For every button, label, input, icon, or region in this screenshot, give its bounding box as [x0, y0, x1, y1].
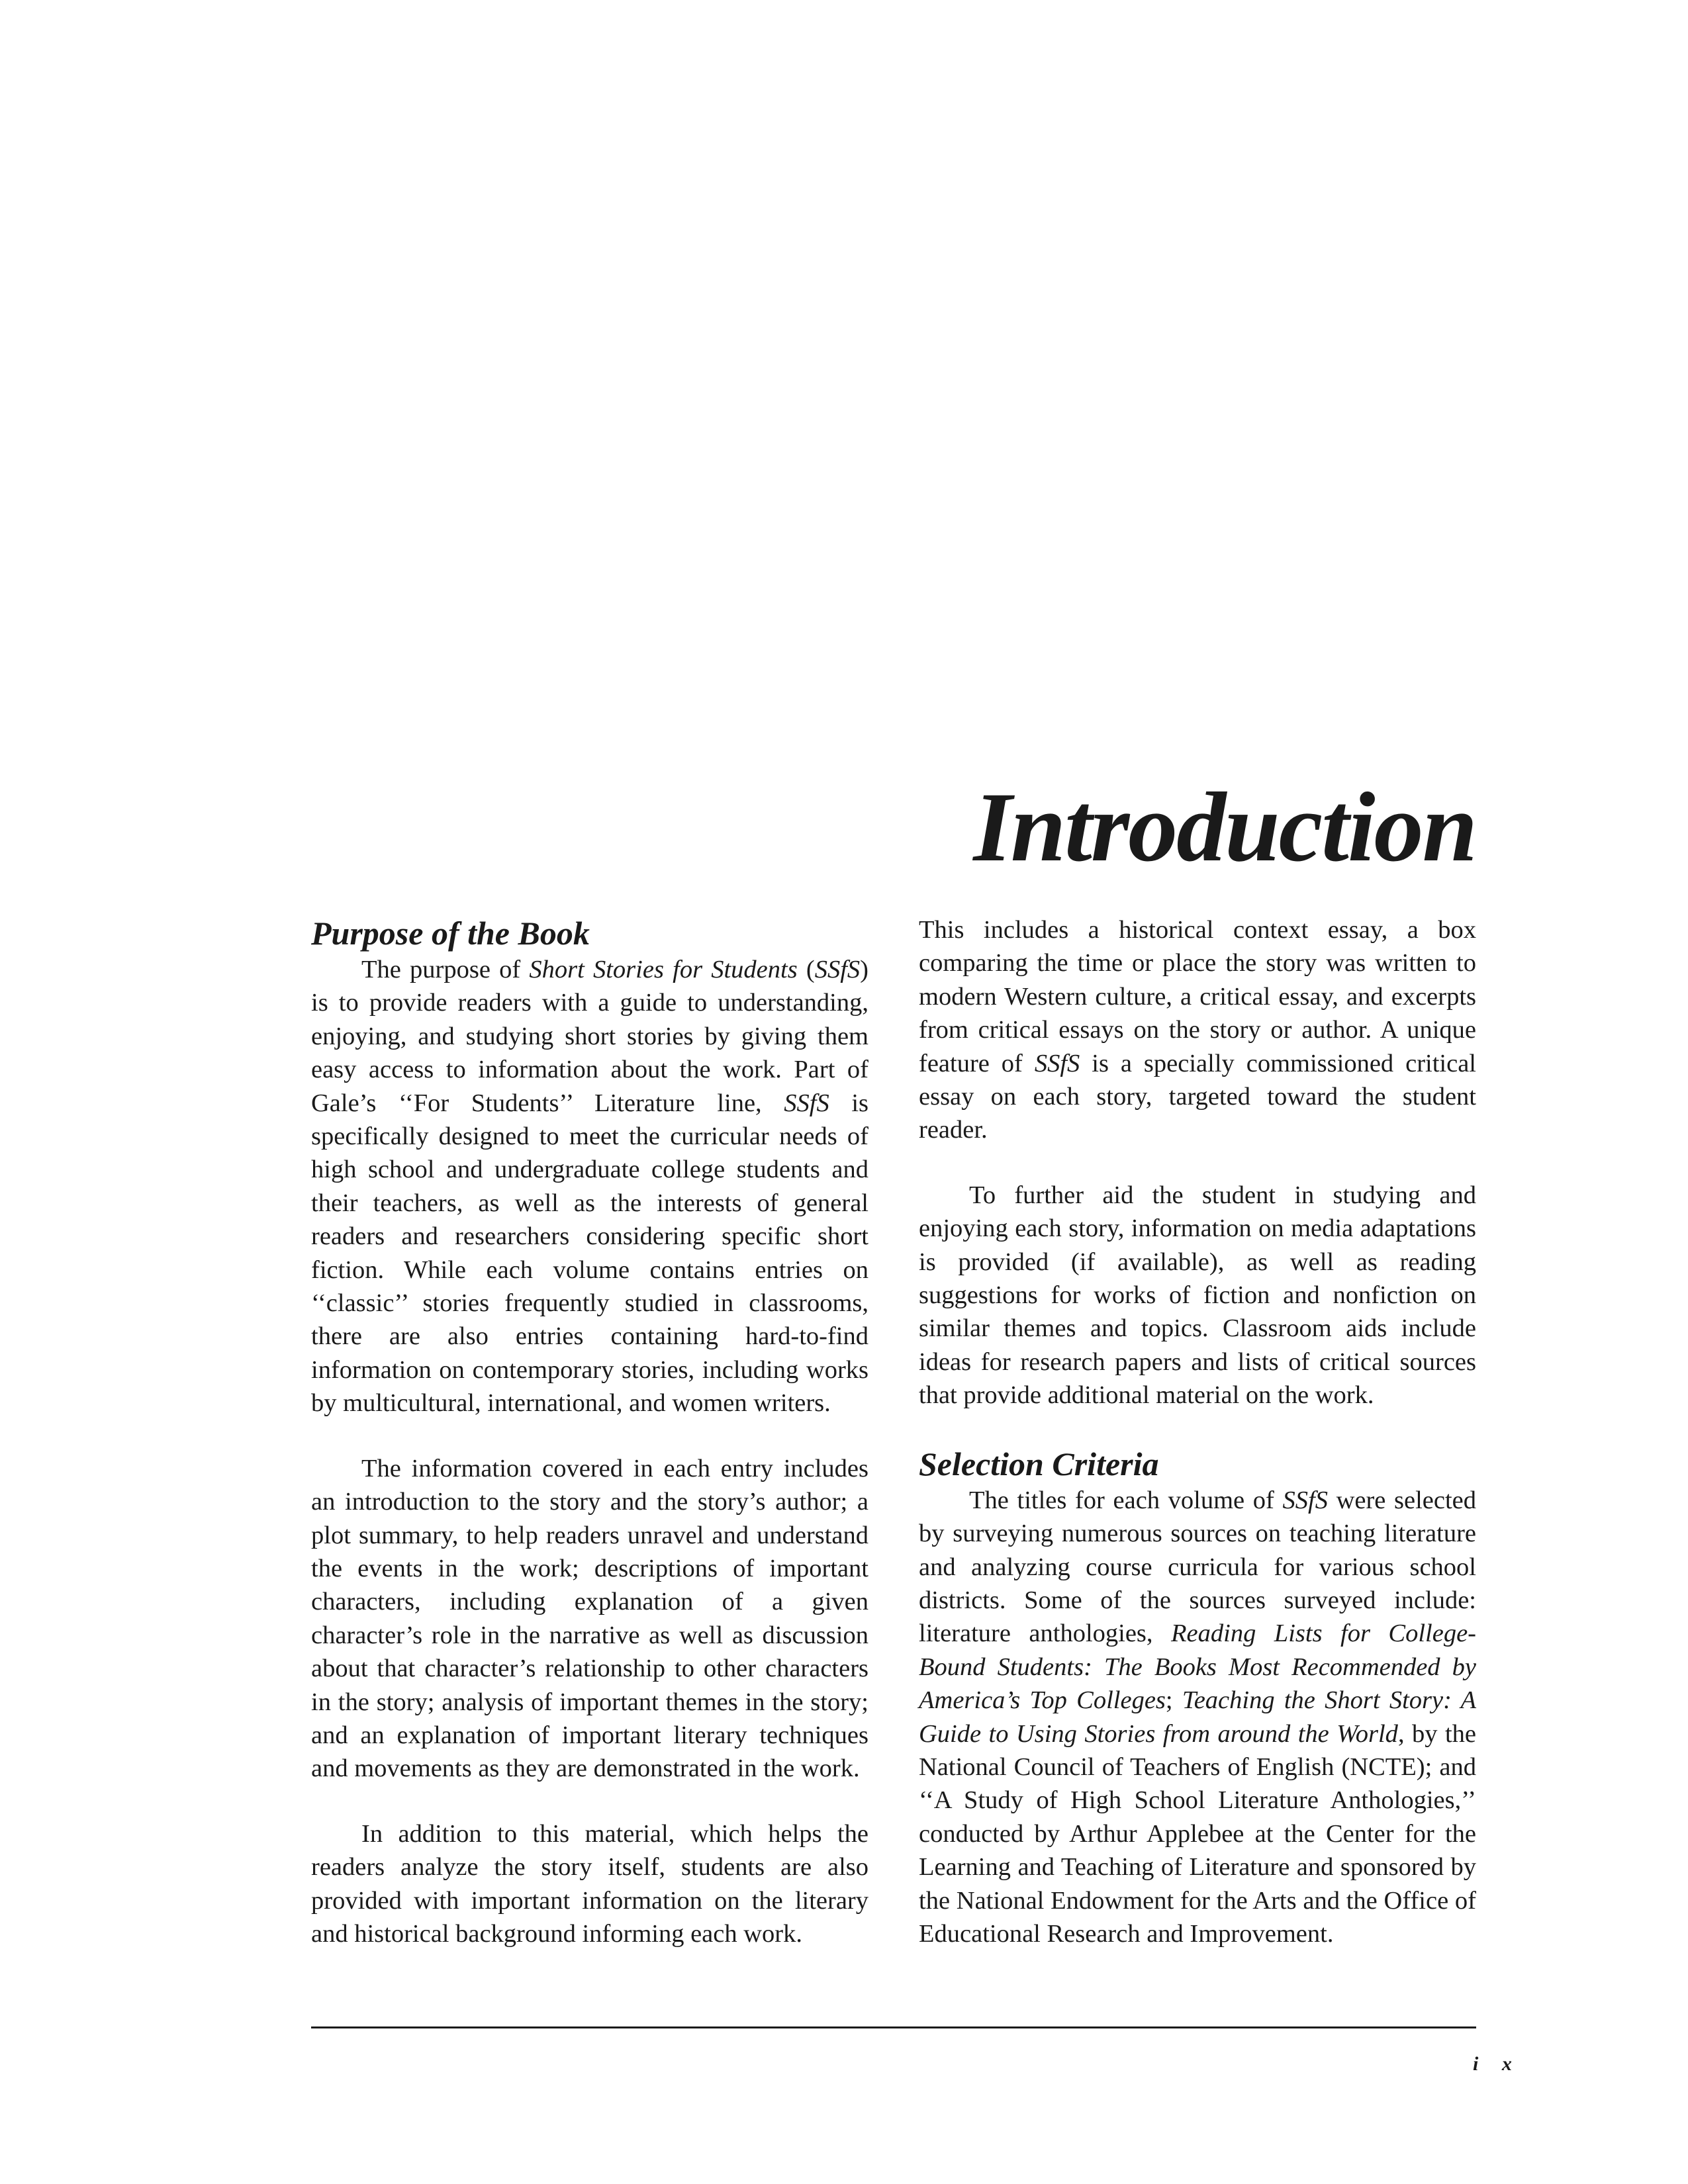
- text-span: This includes a historical context essay, a box comparing the time or place the story was written to modern Western culture, a critical essay, and excerpts from critical essays on the story or author. A unique feature of: [919, 916, 1476, 1077]
- footer-rule: [311, 2026, 1476, 2028]
- paragraph-historical-context: [919, 913, 1476, 1147]
- paragraph-selection-criteria: [919, 1484, 1476, 1951]
- abbreviation-italic: SSfS: [1034, 1049, 1080, 1077]
- book-title-italic: Teaching the Short Story: A Guide to Using Stories from around the World: [919, 1686, 1476, 1748]
- text-span: , by the National Council of Teachers of English (NCTE); and ‘‘A Study of High School Literature Anthologies,’’ conducted by Arthur Applebee at the Center for the Learning and Teaching of Literature and sponsored by the National Endowment for the Arts and the Office of Educational Research and Improvement.: [919, 1719, 1476, 1948]
- text-span: (: [797, 956, 815, 983]
- page-number: i x: [1473, 2053, 1521, 2075]
- text-span: The titles for each volume of: [969, 1486, 1283, 1514]
- text-span: The purpose of: [361, 956, 530, 983]
- text-span: ) is to provide readers with a guide to understanding, enjoying, and studying short stories by giving them easy access to information about the work. Part of Gale’s ‘‘For Students’’ Literature line,: [311, 956, 868, 1117]
- abbreviation-italic: SSfS: [814, 956, 861, 983]
- text-span: is specifically designed to meet the curricular needs of high school and undergraduate college students and their teachers, as well as the interests of general readers and researchers considering specific short fiction. While each volume contains entries on ‘‘classic’’ stories frequently studied in classrooms, there are also entries containing hard-to-find information on contemporary stories, including works by multicultural, international, and women writers.: [311, 1089, 868, 1418]
- text-span: is a specially commissioned critical essay on each story, targeted toward the student reader.: [919, 1049, 1476, 1144]
- paragraph-entry-contents: The information covered in each entry includes an introduction to the story and the story’s author; a plot summary, to help readers unravel and understand the events in the work; descriptions of important characters, including explanation of a given character’s role in the narrative as well as discussion about that character’s relationship to other characters in the story; analysis of important themes in the story; and an explanation of important literary techniques and movements as they are demonstrated in the work.: [311, 1454, 868, 1783]
- book-title-italic: Short Stories for Students: [529, 956, 798, 983]
- paragraph-media-adaptations: To further aid the student in studying and enjoying each story, information on media adaptations is provided (if available), as well as reading suggestions for works of fiction and nonfiction on similar themes and topics. Classroom aids include ideas for research papers and lists of critical sources that provide additional material on the work.: [919, 1181, 1476, 1410]
- heading-purpose-of-the-book: Purpose of the Book: [311, 915, 590, 952]
- abbreviation-italic: SSfS: [784, 1089, 829, 1117]
- page-title: Introduction: [973, 772, 1476, 882]
- heading-selection-criteria: Selection Criteria: [919, 1445, 1159, 1482]
- abbreviation-italic: SSfS: [1282, 1486, 1328, 1514]
- text-span: ;: [1165, 1686, 1182, 1715]
- book-title-italic: Reading Lists for College-Bound Students: The Books Most Recommended by America’s Top Colleges: [919, 1619, 1476, 1715]
- right-column: [919, 913, 1476, 1950]
- paragraph-purpose: [311, 953, 868, 1420]
- text-span: were selected by surveying numerous sources on teaching literature and analyzing course curricula for various school districts. Some of the sources surveyed include: literature anthologies,: [919, 1486, 1477, 1648]
- paragraph-additional-material: In addition to this material, which helps the readers analyze the story itself, students are also provided with important information on the literary and historical background informing each work.: [311, 1819, 868, 1948]
- left-column: [311, 913, 868, 1950]
